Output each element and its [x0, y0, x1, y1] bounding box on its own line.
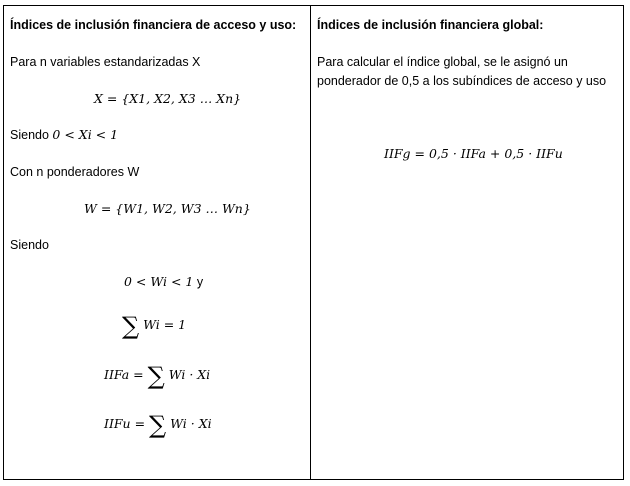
column-divider [310, 6, 311, 479]
iifa-rhs: Wi · Xi [168, 367, 211, 382]
summation-sign: ∑ [122, 312, 140, 340]
right-heading: Índices de inclusión financiera global: [317, 18, 544, 32]
summation-sign: ∑ [147, 362, 165, 390]
sum-weights-rhs: Wi = 1 [143, 317, 187, 332]
iifu-rhs: Wi · Xi [170, 416, 212, 431]
iifu-lhs: IIFu = [104, 416, 146, 431]
inequality-x: 0 < Xi < 1 [52, 127, 119, 142]
equation-x-set: X = {X1, X2, X3 … Xn} [94, 91, 242, 106]
sum-weights-equation [122, 311, 186, 339]
left-heading: Índices de inclusión financiera de acceso y uso: [10, 18, 297, 32]
equation-global: IIFg = 0,5 · IIFa + 0,5 · IIFu [384, 146, 563, 161]
variables-line: Para n variables estandarizadas X [10, 55, 201, 69]
equation-w-set: W = {W1, W2, W3 … Wn} [84, 201, 251, 216]
iifa-equation [104, 361, 210, 389]
inequality-w: 0 < Wi < 1 [124, 274, 194, 289]
iifu-equation [104, 410, 212, 438]
siendo-label: Siendo [10, 128, 49, 142]
inequality-w-line [124, 273, 203, 291]
inequality-w-suffix: y [196, 275, 204, 289]
weights-line: Con n ponderadores W [10, 165, 140, 179]
siendo-w-line: Siendo [10, 238, 49, 252]
content-table [3, 5, 624, 480]
summation-sign: ∑ [149, 411, 167, 439]
global-paragraph: Para calcular el índice global, se le asignó un ponderador de 0,5 a los subíndices de acceso y uso [317, 55, 607, 88]
siendo-x-line [10, 126, 118, 144]
iifa-lhs: IIFa = [104, 367, 144, 382]
